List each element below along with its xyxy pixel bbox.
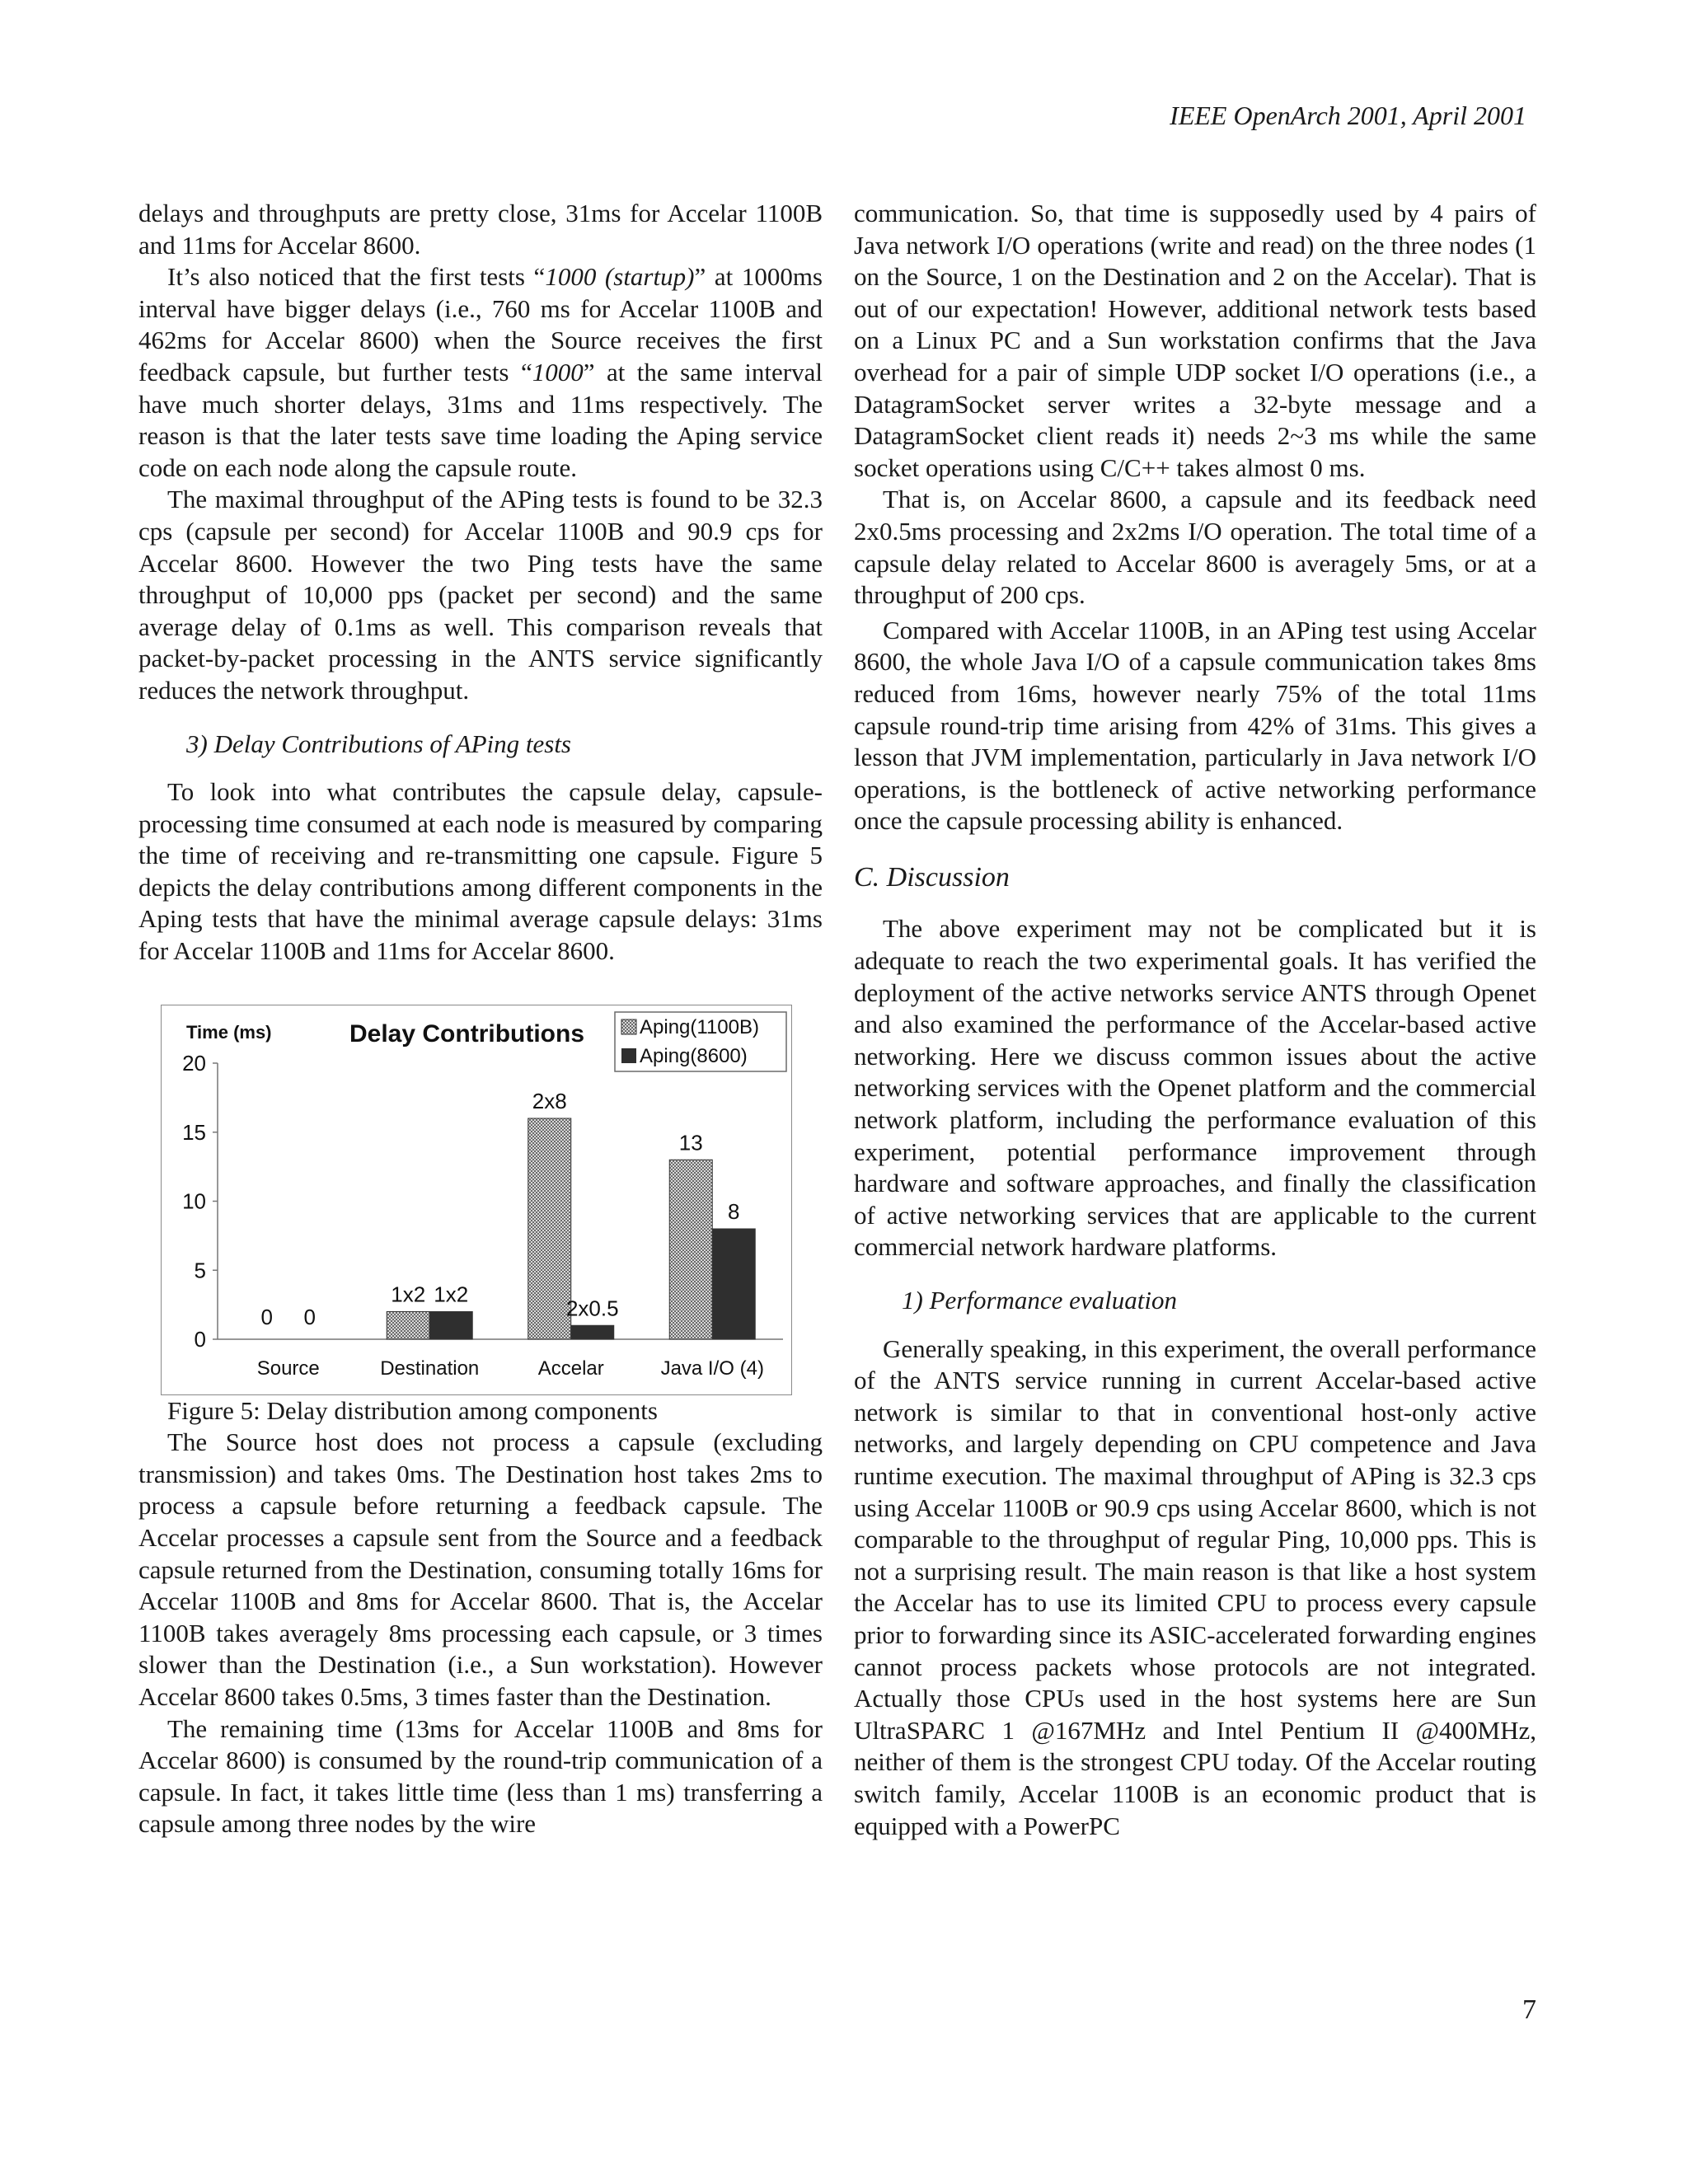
data-label: 0: [303, 1304, 316, 1329]
legend: [615, 1012, 786, 1071]
y-tick-label: 0: [194, 1326, 206, 1352]
legend-label-1100b: Aping(1100B): [640, 1015, 759, 1038]
data-label: 1x2: [434, 1282, 469, 1307]
legend-swatch-8600: [621, 1048, 636, 1063]
paragraph: That is, on Accelar 8600, a capsule and its feedback need 2x0.5ms processing and 2x2ms I/O operation. The total time of a capsule delay related to Accelar 8600 is averagely 5ms, or at a throughput of 200 cps.: [854, 485, 1536, 610]
data-label: 2x8: [532, 1088, 567, 1113]
x-tick-label: Java I/O (4): [660, 1357, 764, 1380]
running-header: IEEE OpenArch 2001, April 2001: [1170, 101, 1526, 130]
legend-swatch-1100b: [621, 1019, 636, 1034]
y-tick-label: 20: [182, 1050, 206, 1076]
paragraph: The maximal throughput of the APing tests is found to be 32.3 cps (capsule per second) for Accelar 1100B and 90.9 cps for Accelar 8600. However the two Ping tests have the same throughput of 10,000 pps (packet per second) and the same average delay of 0.1ms as well. This comparison reveals that packet-by-packet processing in the ANTS service significantly reduces the network throughput.: [138, 485, 823, 705]
y-tick-label: 5: [194, 1257, 206, 1282]
data-label: 2x0.5: [565, 1295, 619, 1320]
bar-1100b-1: [387, 1311, 429, 1339]
bar-8600-3: [712, 1229, 755, 1339]
y-tick-label: 10: [182, 1188, 206, 1214]
paragraph: The above experiment may not be complicated but it is adequate to reach the two experimental goals. It has verified the deployment of the active networks service ANTS through Openet and also examined the performance of the Accelar-based active networking. Here we discuss common issues about the active networking services with the Openet platform and the commercial network platform, including the performance evaluation of this experiment, potential performance improvement through hardware and software approaches, and finally the classification of active networking services that are applicable to the current commercial network hardware platforms.: [854, 914, 1536, 1262]
y-tick-label: 15: [182, 1119, 206, 1145]
subsection-heading: 1) Performance evaluation: [902, 1286, 1178, 1315]
x-tick-label: Destination: [380, 1357, 480, 1380]
subsection-heading: 3) Delay Contributions of APing tests: [186, 729, 571, 758]
left-column: [138, 198, 823, 1840]
paragraph: The remaining time (13ms for Accelar 1100B and 8ms for Accelar 8600) is consumed by the round-trip communication of a capsule. In fact, it takes little time (less than 1 ms) transferring a capsule among three nodes by the wire: [138, 1713, 823, 1839]
y-axis-label: Time (ms): [186, 1021, 272, 1043]
right-column: [854, 198, 1536, 1842]
figure-caption: Figure 5: Delay distribution among components: [167, 1395, 658, 1425]
legend-label-8600: Aping(8600): [640, 1044, 748, 1067]
paragraph: Generally speaking, in this experiment, the overall performance of the ANTS service running in current Accelar-based active network is similar to that in conventional host-only active networks, and largely depending on CPU competence and Java runtime execution. The maximal throughput of APing is 32.3 cps using Accelar 1100B or 90.9 cps using Accelar 8600, which is not comparable to the throughput of regular Ping, 10,000 pps. This is not a surprising result. The main reason is that like a host system the Accelar has to use its limited CPU to process every capsule prior to forwarding since its ASIC-accelerated forwarding engines cannot process packets whose protocols are not integrated. Actually those CPUs used in the host systems here are Sun UltraSPARC 1 @167MHz and Intel Pentium II @400MHz, neither of them is the strongest CPU today. Of the Accelar routing switch family, Accelar 1100B is an economic product that is equipped with a PowerPC: [854, 1333, 1536, 1840]
data-label: 13: [678, 1129, 703, 1155]
data-label: 0: [260, 1304, 273, 1329]
paragraph: To look into what contributes the capsule delay, capsule-processing time consumed at each node is measured by comparing the time of receiving and re-transmitting one capsule. Figure 5 depicts the delay contributions among different components in the Aping tests that have the minimal average capsule delays: 31ms for Accelar 1100B and 11ms for Accelar 8600.: [138, 777, 823, 966]
chart-title: Delay Contributions: [349, 1019, 585, 1047]
figure-5-chart: [161, 1005, 792, 1395]
paragraph: Compared with Accelar 1100B, in an APing test using Accelar 8600, the whole Java I/O of a capsule communication takes 8ms reduced from 16ms, however nearly 75% of the total 11ms capsule round-trip time arising from 42% of 31ms. This gives a lesson that JVM implementation, particularly in Java network I/O operations, is the bottleneck of active networking performance once the capsule processing ability is enhanced.: [854, 615, 1536, 836]
bar-8600-1: [429, 1311, 472, 1339]
paragraph: The Source host does not process a capsule (excluding transmission) and takes 0ms. The Destination host takes 2ms to process a capsule before returning a feedback capsule. The Accelar processes a capsule sent from the Source and a feedback capsule returned from the Destination, consuming totally 16ms for Accelar 1100B and 8ms for Accelar 8600. That is, the Accelar 1100B takes averagely 8ms processing each capsule, or 3 times slower than the Destination (i.e., a Sun workstation). However Accelar 8600 takes 0.5ms, 3 times faster than the Destination.: [138, 1427, 823, 1711]
paragraph: delays and throughputs are pretty close, 31ms for Accelar 1100B and 11ms for Accelar 8600.: [138, 199, 823, 260]
x-tick-label: Source: [256, 1357, 320, 1380]
data-label: 8: [728, 1198, 740, 1224]
bar-1100b-3: [669, 1160, 712, 1339]
x-tick-label: Accelar: [537, 1357, 604, 1380]
page-number: 7: [1522, 1994, 1536, 2025]
bar-1100b-2: [528, 1118, 571, 1339]
paragraph: communication. So, that time is supposedly used by 4 pairs of Java network I/O operations (write and read) on the three nodes (1 on the Source, 1 on the Destination and 2 on the Accelar). That is out of our expectation! However, additional network tests based on a Linux PC and a Sun workstation confirms that the Java overhead for a pair of simple UDP socket I/O operations (i.e., a DatagramSocket server writes a 32-byte message and a DatagramSocket client reads it) needs 2~3 ms while the same socket operations using C/C++ takes almost 0 ms.: [854, 199, 1536, 482]
bar-chart: [162, 1005, 791, 1394]
data-label: 1x2: [391, 1282, 426, 1307]
section-heading: C. Discussion: [854, 861, 1010, 893]
paragraph: It’s also noticed that the first tests “1000 (startup)” at 1000ms interval have bigger delays (i.e., 760 ms for Accelar 1100B and 462ms for Accelar 8600) when the Source receives the first feedback capsule, but further tests “1000” at the same interval have much shorter delays, 31ms and 11ms respectively. The reason is that the later tests save time loading the Aping service code on each node along the capsule route.: [138, 262, 823, 482]
bar-8600-2: [571, 1325, 614, 1339]
